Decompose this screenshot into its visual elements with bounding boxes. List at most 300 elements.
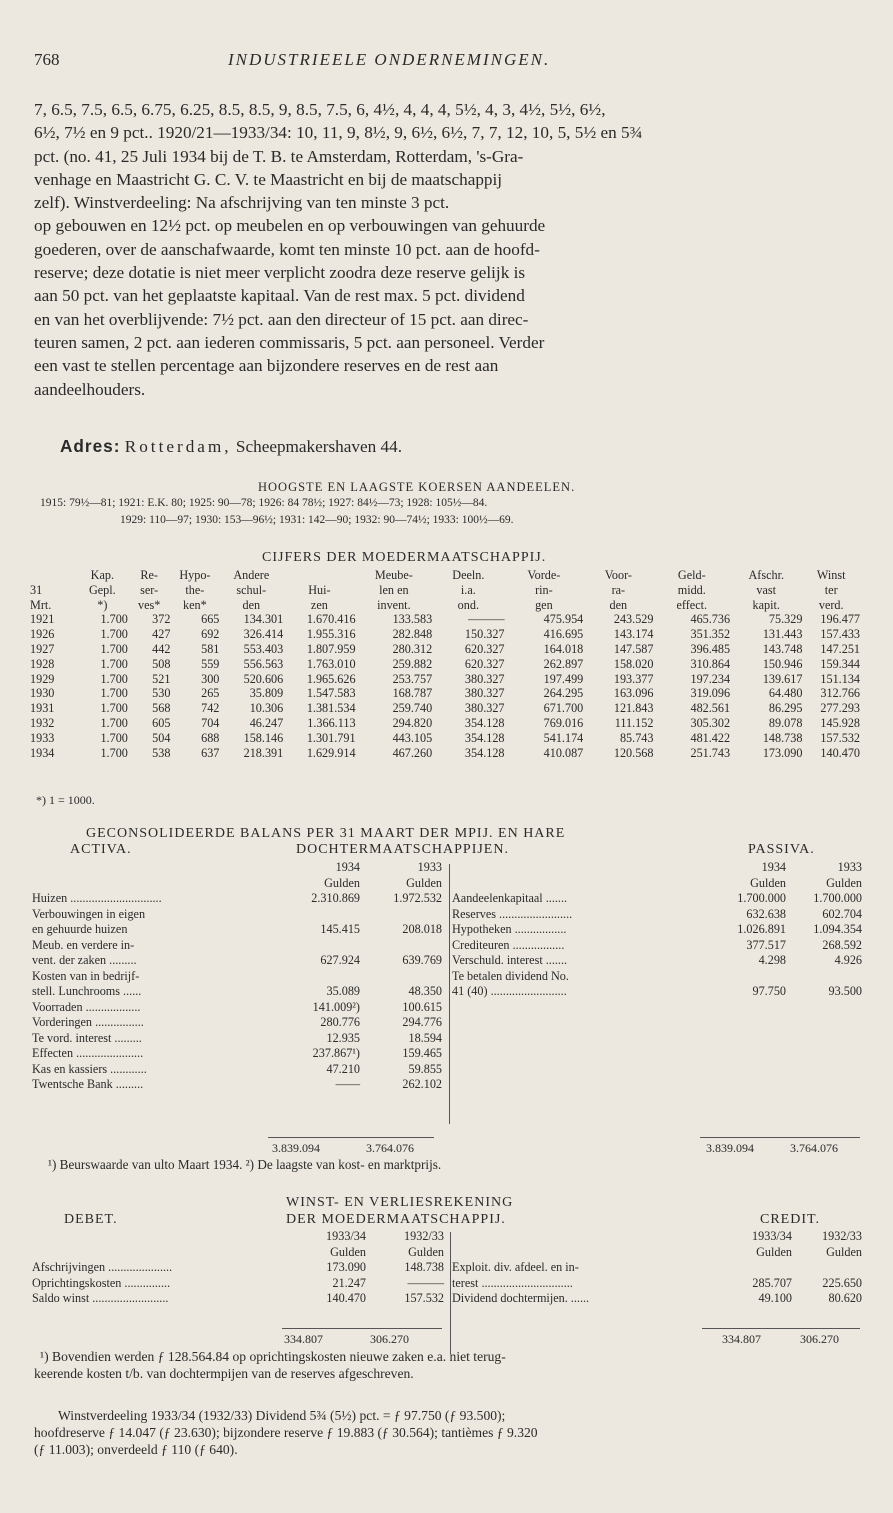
table-cell: 354.128 — [464, 715, 505, 730]
year-cell: 1932/33 — [822, 1229, 862, 1243]
winst-footnote: ¹) Bovendien werden ƒ 128.564.84 op oprichtingskosten nieuwe zaken e.a. niet terug- — [40, 1349, 506, 1364]
table-cell: 1.301.791 — [306, 730, 356, 745]
account-value: 93.500 — [828, 984, 862, 998]
table-cell: 568 — [152, 701, 171, 716]
table-cell: 416.695 — [543, 627, 584, 642]
account-row — [32, 1260, 444, 1276]
text-line: 7, 6.5, 7.5, 6.5, 6.75, 6.25, 8.5, 8.5, 9, 8.5, 7.5, 6, 4½, 4, 4, 4, 5½, 4, 3, 4½, 5½, 6½, — [34, 100, 606, 119]
account-row — [32, 907, 442, 923]
address-label: Adres: — [60, 436, 121, 456]
table-row — [30, 716, 860, 731]
table-cell: 1.700 — [100, 656, 128, 671]
credit-heading: CREDIT. — [760, 1212, 821, 1227]
table-cell: 380.327 — [464, 686, 505, 701]
account-value: 1.094.354 — [813, 922, 862, 936]
text-line: en van het overblijvende: 7½ pct. aan den directeur of 15 pct. aan direc- — [34, 309, 529, 329]
account-label: Huizen .............................. — [32, 891, 162, 905]
table-cell: 85.743 — [619, 730, 654, 745]
table-cell: 427 — [152, 627, 171, 642]
table-row — [30, 642, 860, 657]
header-cell — [452, 876, 696, 892]
header-cell — [452, 860, 696, 876]
table-cell: 556.563 — [243, 656, 284, 671]
table-cell: 704 — [201, 715, 220, 730]
account-row — [32, 1000, 442, 1016]
account-label: Reserves ........................ — [452, 906, 573, 921]
account-label: Te vord. interest ......... — [32, 1030, 142, 1045]
account-label: Aandeelenkapitaal ....... — [452, 891, 568, 905]
address-street: Scheepmakershaven 44. — [235, 437, 402, 456]
account-row — [452, 1291, 862, 1307]
table-cell: 89.078 — [768, 715, 803, 730]
table-cell: 305.302 — [690, 715, 731, 730]
account-label: Verbouwingen in eigen — [32, 906, 146, 921]
unit-cell: Gulden — [826, 1244, 862, 1259]
header-cell: den — [242, 597, 261, 612]
verdeeling-line: Winstverdeeling 1933/34 (1932/33) Dividend 5¾ (5½) pct. = ƒ 97.750 (ƒ 93.500); — [58, 1408, 506, 1423]
debet-total-2: 306.270 — [370, 1332, 409, 1346]
table-cell: 164.018 — [543, 641, 584, 656]
winst-footnote: keerende kosten t/b. van dochtermpijen van de reserves afgeschreven. — [34, 1366, 414, 1381]
table-cell: 465.736 — [690, 612, 731, 627]
account-label: en gehuurde huizen — [32, 922, 128, 936]
koersen-line: 1929: 110—97; 1930: 153—96½; 1931: 142—90; 1932: 90—74½; 1933: 100½—69. — [120, 514, 514, 526]
table-row — [30, 701, 860, 716]
table-cell: 1.700 — [100, 745, 128, 760]
year-header-row — [32, 860, 442, 876]
table-cell: 264.295 — [543, 686, 584, 701]
table-cell: 75.329 — [768, 612, 803, 627]
table-cell: 1.700 — [100, 715, 128, 730]
table-cell: 553.403 — [243, 641, 284, 656]
table-cell: 1.700 — [100, 686, 128, 701]
table-cell: 605 — [152, 715, 171, 730]
winst-subtitle: DER MOEDERMAATSCHAPPIJ. — [286, 1212, 506, 1227]
account-label: Meub. en verdere in- — [32, 937, 135, 952]
table-cell: 541.174 — [543, 730, 584, 745]
account-row — [32, 1046, 442, 1062]
cijfers-table — [30, 568, 860, 760]
table-cell: 197.499 — [543, 671, 584, 686]
header-cell: zen — [310, 597, 328, 612]
unit-cell: Gulden — [750, 875, 786, 890]
text-line: aan 50 pct. van het geplaatste kapitaal. Van de rest max. 5 pct. dividend — [34, 286, 525, 306]
unit-header-row — [452, 1245, 862, 1261]
text-line: reserve; deze dotatie is niet meer verplicht zoodra deze reserve gelijk is — [34, 263, 526, 283]
account-row — [32, 1291, 444, 1307]
table-cell: 1.700 — [100, 701, 128, 716]
account-row — [32, 922, 442, 938]
account-value: 97.750 — [752, 984, 786, 998]
header-cell: i.a. — [460, 582, 476, 597]
total-rule — [702, 1328, 860, 1329]
account-label: Crediteuren ................. — [452, 937, 565, 952]
table-cell: 1921 — [30, 612, 55, 627]
account-row — [452, 953, 862, 969]
table-cell: 769.016 — [543, 715, 584, 730]
header-cell — [452, 1245, 710, 1261]
passiva-total-1934: 3.839.094 — [706, 1141, 754, 1155]
header-cell: len en — [379, 582, 409, 597]
account-label: Exploit. div. afdeel. en in- — [452, 1260, 579, 1274]
table-cell: 1.700 — [100, 671, 128, 686]
table-cell: 1929 — [30, 671, 55, 686]
header-cell: Meube- — [374, 568, 413, 582]
table-row — [30, 657, 860, 672]
balans-title: GECONSOLIDEERDE BALANS PER 31 MAART DER MPIJ. EN HARE — [86, 826, 566, 841]
table-cell: 520.606 — [243, 671, 284, 686]
total-rule — [282, 1328, 442, 1329]
table-cell: 147.587 — [613, 641, 654, 656]
account-label: Voorraden .................. — [32, 999, 141, 1014]
table-cell: 530 — [152, 686, 171, 701]
table-cell: 665 — [201, 612, 220, 627]
account-value: 140.470 — [326, 1291, 366, 1305]
balans-footnote: ¹) Beurswaarde van ulto Maart 1934. ²) De laagste van kost- en marktprijs. — [48, 1157, 442, 1172]
text-line: een vast te stellen percentage aan bijzondere reserves en de rest aan — [34, 356, 499, 376]
account-row — [452, 907, 862, 923]
text-line: zelf). Winstverdeeling: Na afschrijving van ten minste 3 pct. — [34, 193, 450, 213]
account-value: 632.638 — [746, 906, 786, 921]
table-cell: 243.529 — [613, 612, 654, 627]
address-city: Rotterdam, — [124, 437, 232, 456]
account-label: terest .............................. — [452, 1275, 573, 1290]
account-label: vent. der zaken ......... — [32, 953, 137, 967]
account-value: 59.855 — [408, 1061, 442, 1076]
account-value: 1.026.891 — [737, 922, 786, 936]
header-cell: Hypo- — [179, 568, 211, 582]
header-cell: midd. — [677, 582, 706, 597]
table-cell: 1931 — [30, 701, 55, 716]
table-cell: 46.247 — [249, 715, 284, 730]
table-cell: 410.087 — [543, 745, 584, 760]
account-row — [32, 1062, 442, 1078]
account-label: Hypotheken ................. — [452, 922, 567, 936]
account-value — [360, 938, 442, 954]
header-cell — [452, 1229, 710, 1245]
table-cell: 396.485 — [690, 641, 731, 656]
table-cell: 354.128 — [464, 730, 505, 745]
table-cell: 1.381.534 — [306, 701, 356, 716]
table-cell: 504 — [152, 730, 171, 745]
text-line: op gebouwen en 12½ pct. op meubelen en op verbouwingen van gehuurde — [34, 216, 546, 236]
header-cell: Hui- — [308, 582, 331, 597]
account-value: 48.350 — [408, 984, 442, 998]
header-cell: ser- — [140, 582, 159, 597]
year-cell: 1933/34 — [752, 1229, 792, 1243]
header-cell: Andere — [233, 568, 270, 582]
table-cell: 671.700 — [543, 701, 584, 716]
account-row — [452, 891, 862, 907]
header-cell: Afschr. — [748, 568, 785, 582]
header-cell — [32, 876, 272, 892]
table-row — [30, 627, 860, 642]
table-cell: 259.882 — [392, 656, 433, 671]
table-header-row — [30, 598, 860, 613]
header-cell: ken* — [183, 597, 207, 612]
table-row — [30, 672, 860, 687]
account-value: 100.615 — [402, 999, 442, 1014]
account-value: 225.650 — [822, 1275, 862, 1290]
account-value: 173.090 — [326, 1260, 366, 1274]
table-cell: 688 — [201, 730, 220, 745]
debet-total-1: 334.807 — [284, 1332, 323, 1346]
cijfers-title: CIJFERS DER MOEDERMAATSCHAPPIJ. — [262, 550, 547, 565]
table-cell: 64.480 — [768, 686, 803, 701]
header-cell: den — [609, 597, 628, 612]
table-cell: 1.700 — [100, 612, 128, 627]
header-cell: *) — [97, 597, 108, 612]
table-cell: 168.787 — [392, 686, 433, 701]
table-cell: 262.897 — [543, 656, 584, 671]
account-value: 80.620 — [828, 1291, 862, 1305]
account-value: 268.592 — [822, 937, 862, 952]
table-cell: 253.757 — [392, 671, 433, 686]
table-cell: 581 — [201, 641, 220, 656]
account-label: Dividend dochtermijen. ...... — [452, 1291, 590, 1305]
unit-header-row — [452, 876, 862, 892]
account-value: 627.924 — [320, 953, 360, 967]
activa-total-1934: 3.839.094 — [272, 1141, 320, 1155]
account-value: 2.310.869 — [311, 891, 360, 905]
verdeeling-line: hoofdreserve ƒ 14.047 (ƒ 23.630); bijzondere reserve ƒ 19.883 (ƒ 30.564); tantièmes ƒ 9.320 — [34, 1425, 538, 1440]
account-label: stell. Lunchrooms ...... — [32, 984, 142, 998]
account-value: 49.100 — [758, 1291, 792, 1305]
table-cell: 265 — [201, 686, 220, 701]
table-cell: 312.766 — [820, 686, 860, 701]
header-cell: ond. — [457, 597, 479, 612]
text-line: aandeelhouders. — [34, 379, 146, 399]
account-value: 12.935 — [326, 1030, 360, 1045]
credit-total-2: 306.270 — [800, 1332, 839, 1346]
table-cell: 111.152 — [614, 715, 654, 730]
account-value: 1.972.532 — [393, 891, 442, 905]
year-cell: 1932/33 — [404, 1229, 444, 1243]
cijfers-footnote: *) 1 = 1000. — [36, 793, 95, 807]
year-header-row — [452, 860, 862, 876]
table-cell: 140.470 — [820, 745, 860, 760]
account-value: 280.776 — [320, 1015, 360, 1029]
total-rule — [700, 1137, 860, 1138]
header-cell: ra- — [611, 582, 626, 597]
account-row — [452, 938, 862, 954]
account-label: Kas en kassiers ............ — [32, 1061, 147, 1076]
account-value: 4.926 — [834, 953, 862, 967]
table-cell: 1.629.914 — [306, 745, 356, 760]
table-cell: 150.946 — [762, 656, 803, 671]
table-cell: 145.928 — [820, 715, 860, 730]
header-cell: Deeln. — [452, 568, 485, 582]
table-cell: 121.843 — [613, 701, 654, 716]
table-cell: 482.561 — [690, 701, 731, 716]
account-value — [786, 969, 862, 985]
account-label: 41 (40) ......................... — [452, 984, 567, 998]
account-label: Kosten van in bedrijf- — [32, 968, 140, 983]
year-cell: 1933 — [417, 860, 442, 874]
table-row — [30, 746, 860, 761]
account-value: 639.769 — [402, 953, 442, 967]
table-cell: 193.377 — [613, 671, 654, 686]
unit-cell: Gulden — [408, 1244, 444, 1259]
account-row — [452, 1276, 862, 1292]
account-value — [710, 1260, 792, 1276]
table-cell: 259.740 — [392, 701, 433, 716]
table-cell: 1.670.416 — [306, 612, 356, 627]
account-label: Afschrijvingen ..................... — [32, 1260, 173, 1274]
account-value: 262.102 — [402, 1077, 442, 1091]
table-cell: 319.096 — [690, 686, 731, 701]
account-value: 47.210 — [326, 1061, 360, 1076]
table-cell: 692 — [201, 627, 220, 642]
table-cell: 35.809 — [249, 686, 284, 701]
account-label: Effecten ...................... — [32, 1046, 144, 1060]
account-value: 602.704 — [822, 906, 862, 921]
header-cell: Vorde- — [527, 568, 561, 582]
credit-table — [452, 1229, 862, 1307]
page-title: INDUSTRIEELE ONDERNEMINGEN. — [228, 50, 551, 69]
total-rule — [268, 1137, 434, 1138]
unit-header-row — [32, 1245, 444, 1261]
header-cell: Geld- — [677, 568, 706, 582]
passiva-total-1933: 3.764.076 — [790, 1141, 838, 1155]
header-cell — [30, 568, 77, 583]
table-cell: 1933 — [30, 730, 55, 745]
unit-cell: Gulden — [324, 875, 360, 890]
table-cell: 443.105 — [392, 730, 433, 745]
table-row — [30, 731, 860, 746]
account-label: Vorderingen ................ — [32, 1015, 144, 1029]
table-cell: 1.955.316 — [306, 627, 356, 642]
table-cell: 380.327 — [464, 671, 505, 686]
account-value: 35.089 — [326, 984, 360, 998]
table-cell: 1.700 — [100, 641, 128, 656]
table-cell: 481.422 — [690, 730, 731, 745]
account-row — [32, 1077, 442, 1093]
table-cell: 120.568 — [613, 745, 654, 760]
account-value — [272, 938, 360, 954]
balans-divider — [449, 864, 450, 1124]
account-label: Verschuld. interest ....... — [452, 953, 568, 967]
header-cell: kapit. — [752, 597, 780, 612]
table-cell: 158.020 — [613, 656, 654, 671]
koersen-line: 1915: 79½—81; 1921: E.K. 80; 1925: 90—78; 1926: 84 78½; 1927: 84½—73; 1928: 105½—84. — [40, 497, 488, 509]
account-value: 285.707 — [752, 1275, 792, 1290]
unit-cell: Gulden — [756, 1244, 792, 1259]
table-cell: 351.352 — [690, 627, 731, 642]
table-cell: 1927 — [30, 641, 55, 656]
header-cell: ves* — [137, 597, 161, 612]
table-cell: 326.414 — [243, 627, 284, 642]
header-cell: effect. — [676, 597, 708, 612]
table-cell: 1.763.010 — [306, 656, 356, 671]
table-cell: 280.312 — [392, 641, 433, 656]
table-header-row — [30, 583, 860, 598]
table-cell: 508 — [152, 656, 171, 671]
table-cell: 163.096 — [613, 686, 654, 701]
table-cell: 1.807.959 — [306, 641, 356, 656]
year-cell: 1934 — [761, 860, 786, 874]
table-row — [30, 686, 860, 701]
koersen-title: HOOGSTE EN LAAGSTE KOERSEN AANDEELEN. — [258, 480, 576, 494]
account-row — [32, 938, 442, 954]
table-cell: 134.301 — [243, 612, 284, 627]
header-cell: vast — [756, 582, 777, 597]
account-value: ——— — [407, 1275, 444, 1290]
activa-table — [32, 860, 442, 1093]
year-cell: 1933 — [837, 860, 862, 874]
table-row — [30, 612, 860, 627]
table-cell: 1.965.626 — [306, 671, 356, 686]
header-cell: Re- — [140, 568, 158, 582]
account-value — [272, 969, 360, 985]
header-cell: Voor- — [604, 568, 632, 582]
debet-heading: DEBET. — [64, 1212, 118, 1227]
passiva-table — [452, 860, 862, 1000]
table-cell: 147.251 — [820, 641, 860, 656]
table-cell: 300 — [201, 671, 220, 686]
header-cell: invent. — [377, 597, 411, 612]
table-cell: 1928 — [30, 656, 55, 671]
table-cell: 143.174 — [613, 627, 654, 642]
account-row — [452, 969, 862, 985]
text-line: goederen, over de aanschafwaarde, komt ten minste 10 pct. aan de hoofd- — [34, 239, 540, 259]
account-row — [32, 1015, 442, 1031]
activa-total-1933: 3.764.076 — [366, 1141, 414, 1155]
account-row — [452, 984, 862, 1000]
text-line: pct. (no. 41, 25 Juli 1934 bij de T. B. te Amsterdam, Rotterdam, 's-Gra- — [34, 146, 524, 166]
account-value: 141.009²) — [312, 999, 360, 1014]
table-header-row — [30, 568, 860, 583]
table-cell: 86.295 — [768, 701, 803, 716]
account-value: 208.018 — [402, 922, 442, 936]
account-row — [452, 1260, 862, 1276]
unit-cell: Gulden — [330, 1244, 366, 1259]
intro-paragraph — [34, 98, 864, 401]
table-cell: 218.391 — [243, 745, 284, 760]
table-cell: 159.344 — [820, 656, 860, 671]
account-value — [792, 1260, 862, 1276]
account-label: Te betalen dividend No. — [452, 968, 569, 983]
table-cell: ——— — [467, 612, 505, 627]
year-header-row — [32, 1229, 444, 1245]
table-cell: 10.306 — [249, 701, 284, 716]
table-cell: 1926 — [30, 627, 55, 642]
header-cell: the- — [185, 582, 205, 597]
table-cell: 442 — [152, 641, 171, 656]
table-cell: 1934 — [30, 745, 55, 760]
unit-cell: Gulden — [406, 875, 442, 890]
address-line — [60, 436, 402, 457]
table-cell: 143.748 — [762, 641, 803, 656]
table-cell: 251.743 — [690, 745, 731, 760]
passiva-heading: PASSIVA. — [748, 842, 815, 857]
unit-cell: Gulden — [826, 875, 862, 890]
table-cell: 1930 — [30, 686, 55, 701]
table-cell: 158.146 — [243, 730, 284, 745]
activa-heading: ACTIVA. — [70, 842, 132, 857]
table-cell: 620.327 — [464, 656, 505, 671]
account-value: 237.867¹) — [312, 1046, 360, 1060]
account-value: 377.517 — [746, 937, 786, 952]
account-row — [452, 922, 862, 938]
table-cell: 310.864 — [690, 656, 731, 671]
table-cell: 139.617 — [762, 671, 803, 686]
account-value: 4.298 — [758, 953, 786, 967]
page-number: 768 — [34, 50, 60, 69]
account-label: Oprichtingskosten ............... — [32, 1275, 171, 1290]
table-cell: 282.848 — [392, 627, 433, 642]
table-cell: 742 — [201, 701, 220, 716]
